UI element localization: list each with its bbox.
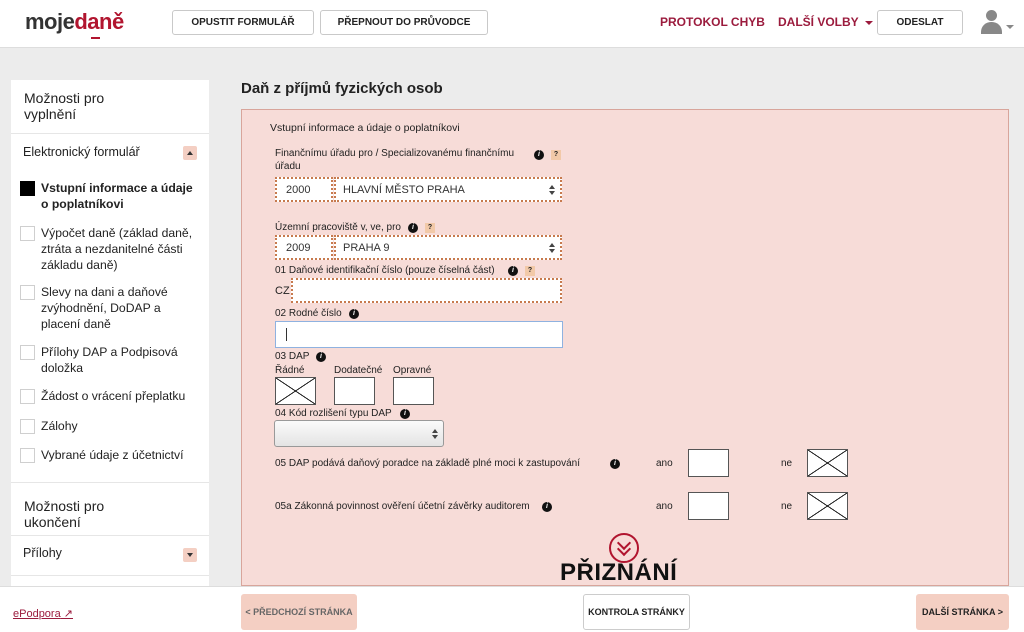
- epodpora-label: ePodpora: [13, 608, 61, 620]
- dap-dodatecne-checkbox[interactable]: [334, 377, 375, 405]
- q05-ano-label: ano: [656, 458, 673, 469]
- sidebar-item-slevy[interactable]: [20, 284, 200, 332]
- status-box-icon: [20, 345, 35, 360]
- status-box-icon: [20, 389, 35, 404]
- submit-button[interactable]: ODESLAT: [877, 10, 963, 35]
- q05a-ne-checkbox[interactable]: [807, 492, 848, 520]
- dap-label-text: 03 DAP: [275, 351, 310, 362]
- q05-label-text: 05 DAP podává daňový poradce na základě plné moci k zastupování: [275, 458, 581, 469]
- birth-number-input[interactable]: [275, 321, 563, 348]
- mojedane-logo[interactable]: mojedaně: [25, 9, 124, 35]
- q05a-ne-label: ne: [781, 501, 793, 512]
- chevron-down-icon: [865, 21, 873, 25]
- more-options-menu[interactable]: [778, 15, 873, 29]
- dap-dodatecne-label: Dodatečné: [334, 365, 383, 376]
- territorial-office-select[interactable]: [334, 235, 562, 260]
- sidebar-item-vstupni[interactable]: [20, 180, 200, 212]
- chevron-down-icon: [1006, 25, 1014, 29]
- q05a-label: [275, 500, 530, 513]
- nav-item-label: Žádost o vrácení přeplatku: [41, 389, 186, 403]
- q05a-label-text: 05a Zákonná povinnost ověření účetní závěrky auditorem: [275, 501, 530, 512]
- sidebar: [11, 80, 209, 586]
- birth-number-label-text: 02 Rodné číslo: [275, 308, 342, 319]
- nav-item-label: Slevy na dani a daňové zvýhodnění, DoDAP a placení daně: [41, 285, 168, 331]
- status-box-icon: [20, 285, 35, 300]
- previous-page-button[interactable]: < PŘEDCHOZÍ STRÁNKA: [241, 594, 357, 630]
- status-box-icon: [20, 448, 35, 463]
- epodpora-link[interactable]: ePodpora ↗: [13, 608, 73, 620]
- dic-label: [275, 264, 495, 277]
- section-title: Vstupní informace a údaje o poplatníkovi: [270, 122, 460, 134]
- form-panel: [241, 109, 1009, 586]
- dap-opravne-checkbox[interactable]: [393, 377, 434, 405]
- territorial-office-code[interactable]: 2009: [275, 235, 333, 260]
- select-arrows-icon: [549, 185, 555, 195]
- info-icon[interactable]: i: [542, 502, 552, 512]
- collapse-toggle-icon[interactable]: [183, 146, 197, 160]
- info-icon[interactable]: i: [610, 459, 620, 469]
- user-avatar-icon[interactable]: [980, 10, 1002, 36]
- tax-office-select-value: HLAVNÍ MĚSTO PRAHA: [343, 184, 465, 196]
- info-icon[interactable]: i: [534, 150, 544, 160]
- nav-item-label: Vstupní informace a údaje o poplatníkovi: [41, 181, 193, 211]
- sidebar-item-electronic-form[interactable]: Elektronický formulář: [23, 145, 140, 159]
- help-icon[interactable]: ?: [425, 223, 435, 233]
- dap-radne-label: Řádné: [275, 365, 305, 376]
- nav-item-label: Přílohy DAP a Podpisová doložka: [41, 345, 178, 375]
- page-title: Daň z příjmů fyzických osob: [241, 80, 443, 97]
- territorial-office-label-text: Územní pracoviště v, ve, pro: [275, 222, 401, 233]
- top-header: [0, 0, 1024, 48]
- error-protocol-link[interactable]: PROTOKOL CHYB: [660, 15, 765, 29]
- q05-label: [275, 457, 580, 470]
- dap-radne-checkbox[interactable]: [275, 377, 316, 405]
- sidebar-item-prilohy[interactable]: Přílohy: [23, 546, 62, 560]
- avatar-body: [981, 22, 1002, 34]
- sidebar-heading-end: Možnosti pro ukončení: [24, 498, 105, 530]
- bottom-bar: [0, 586, 1024, 632]
- expand-toggle-icon[interactable]: [183, 548, 197, 562]
- sidebar-item-zalohy[interactable]: [20, 418, 200, 434]
- tax-office-label-text: Finančnímu úřadu pro / Specializovanému finančnímu úřadu: [275, 148, 515, 172]
- dap-type-select[interactable]: [274, 420, 444, 447]
- status-box-icon: [20, 419, 35, 434]
- select-arrows-icon: [549, 243, 555, 253]
- nav-item-label: Zálohy: [41, 419, 78, 433]
- dap-type-label: [275, 407, 392, 420]
- info-icon[interactable]: i: [316, 352, 326, 362]
- select-arrows-icon: [432, 429, 438, 439]
- help-icon[interactable]: ?: [551, 150, 561, 160]
- territorial-office-label: [275, 221, 401, 234]
- tax-office-label: [275, 147, 535, 173]
- dap-label: [275, 350, 309, 363]
- territorial-office-select-value: PRAHA 9: [343, 242, 390, 254]
- section-heading-priznani: PŘIZNÁNÍ: [560, 559, 678, 586]
- dic-prefix: CZ: [275, 285, 290, 297]
- sidebar-item-prilohy-dap[interactable]: [20, 344, 200, 376]
- leave-form-button[interactable]: OPUSTIT FORMULÁŘ: [172, 10, 314, 35]
- sidebar-item-ucetnictvi[interactable]: [20, 447, 200, 463]
- dic-input[interactable]: [291, 278, 562, 303]
- q05-ano-checkbox[interactable]: [688, 449, 729, 477]
- info-icon[interactable]: i: [508, 266, 518, 276]
- next-page-button[interactable]: DALŠÍ STRÁNKA >: [916, 594, 1009, 630]
- logo-accent: [91, 37, 100, 39]
- status-box-icon: [20, 181, 35, 196]
- q05a-ano-checkbox[interactable]: [688, 492, 729, 520]
- sidebar-heading-fill: Možnosti pro vyplnění: [24, 90, 105, 122]
- q05-ne-checkbox[interactable]: [807, 449, 848, 477]
- dap-type-label-text: 04 Kód rozlišení typu DAP: [275, 408, 392, 419]
- dic-label-text: 01 Daňové identifikační číslo (pouze číselná část): [275, 265, 495, 276]
- tax-office-code[interactable]: 2000: [275, 177, 333, 202]
- help-icon[interactable]: ?: [525, 266, 535, 276]
- more-options-label: DALŠÍ VOLBY: [778, 15, 859, 29]
- sidebar-section-divider: [11, 575, 209, 586]
- tax-office-select[interactable]: [334, 177, 562, 202]
- info-icon[interactable]: i: [400, 409, 410, 419]
- avatar-head: [986, 10, 997, 21]
- sidebar-item-vypocet[interactable]: [20, 225, 200, 273]
- q05a-ano-label: ano: [656, 501, 673, 512]
- info-icon[interactable]: i: [349, 309, 359, 319]
- nav-item-label: Vybrané údaje z účetnictví: [41, 448, 184, 462]
- dap-opravne-label: Opravné: [393, 365, 432, 376]
- info-icon[interactable]: i: [408, 223, 418, 233]
- nav-item-label: Výpočet daně (základ daně, ztráta a nezdanitelné části základu daně): [41, 226, 193, 272]
- q05-ne-label: ne: [781, 458, 793, 469]
- sidebar-item-zadost[interactable]: [20, 388, 200, 404]
- check-page-button[interactable]: KONTROLA STRÁNKY: [583, 594, 690, 630]
- birth-number-label: [275, 307, 342, 320]
- switch-to-guide-button[interactable]: PŘEPNOUT DO PRŮVODCE: [320, 10, 488, 35]
- text-cursor: [286, 328, 287, 341]
- status-box-icon: [20, 226, 35, 241]
